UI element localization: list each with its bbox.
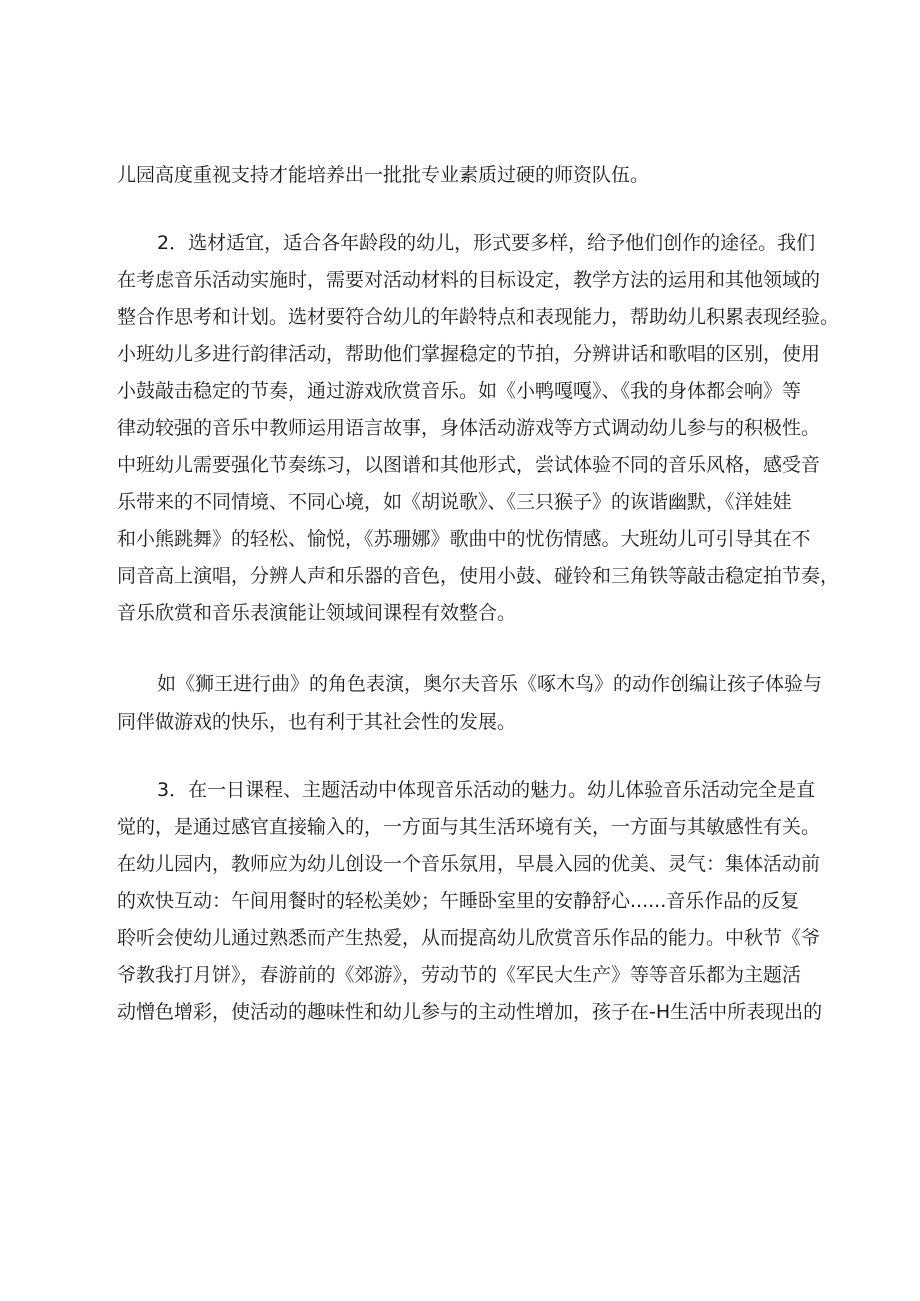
paragraph-line: 同伴做游戏的快乐，也有利于其社会性的发展。	[117, 711, 517, 733]
paragraph-line: 小鼓敲击稳定的节奏，通过游戏欣赏音乐。如《小鸭嘎嘎》、《我的身体都会响》等	[117, 380, 802, 402]
paragraph-line: 整合作思考和计划。选材要符合幼儿的年龄特点和表现能力，帮助幼儿积累表现经验。	[117, 306, 840, 328]
paragraph-line: 如《狮王进行曲》的角色表演，奥尔夫音乐《啄木鸟》的动作创编让孩子体验与	[157, 673, 823, 695]
paragraph-line: 爷教我打月饼》，春游前的《郊游》，劳动节的《军民大生产》等等音乐都为主题活	[117, 964, 802, 986]
paragraph-line: 儿园高度重视支持才能培养出一批批专业素质过硬的师资队伍。	[117, 164, 650, 186]
paragraph-line: 的欢快互动：午间用餐时的轻松美妙；午睡卧室里的安静舒心......音乐作品的反复	[117, 890, 800, 912]
paragraph-line: 在考虑音乐活动实施时，需要对活动材料的目标设定，教学方法的运用和其他领域的	[117, 269, 821, 291]
paragraph-line: 聆听会使幼儿通过熟悉而产生热爱，从而提高幼儿欣赏音乐作品的能力。中秋节《爷	[117, 927, 821, 949]
paragraph-line: 觉的，是通过感官直接输入的，一方面与其生活环境有关，一方面与其敏感性有关。	[117, 816, 821, 838]
paragraph-line: 中班幼儿需要强化节奏练习，以图谱和其他形式，尝试体验不同的音乐风格，感受音	[117, 454, 821, 476]
paragraph-line: 3．在一日课程、主题活动中体现音乐活动的魅力。幼儿体验音乐活动完全是直	[157, 779, 816, 801]
paragraph-line: 在幼儿园内，教师应为幼儿创设一个音乐氛用，早晨入园的优美、灵气：集体活动前	[117, 853, 821, 875]
paragraph-line: 动憎色增彩，使活动的趣味性和幼儿参与的主动性增加，孩子在-H生活中所表现出的	[117, 1001, 823, 1023]
paragraph-line: 律动较强的音乐中教师运用语言故事，身体活动游戏等方式调动幼儿参与的积极性。	[117, 417, 821, 439]
paragraph-line: 音乐欣赏和音乐表演能让领域间课程有效整合。	[117, 602, 517, 624]
paragraph-line: 小班幼儿多进行韵律活动，帮助他们掌握稳定的节拍，分辨讲话和歌唱的区别，使用	[117, 343, 821, 365]
paragraph-line: 2．选材适宜，适合各年龄段的幼儿，形式要多样，给予他们创作的途径。我们	[157, 232, 816, 254]
paragraph-line: 同音高上演唱，分辨人声和乐器的音色，使用小鼓、碰铃和三角铁等敲击稳定拍节奏，	[117, 565, 840, 587]
paragraph-line: 和小熊跳舞》的轻松、愉悦，《苏珊娜》歌曲中的忧伤情感。大班幼儿可引导其在不	[117, 528, 811, 550]
paragraph-line: 乐带来的不同情境、不同心境，如《胡说歌》、《三只猴子》的诙谐幽默，《洋娃娃	[117, 491, 792, 513]
